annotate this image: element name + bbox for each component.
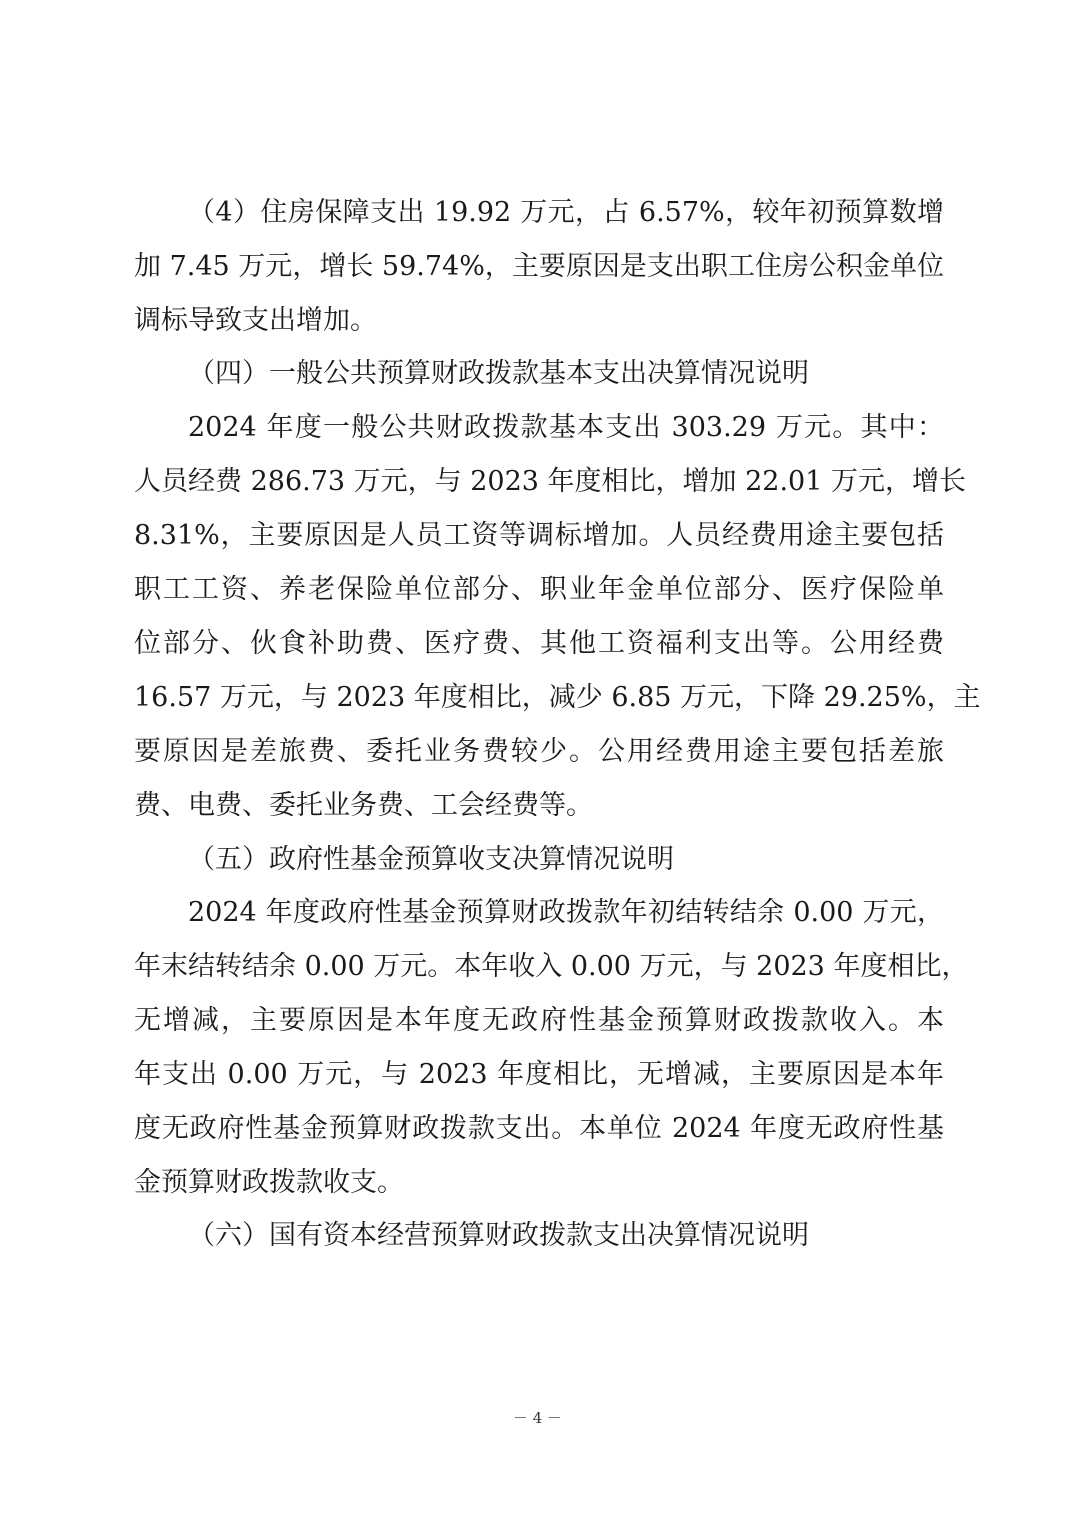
paragraph-line: 金预算财政拨款收支。 [134, 1167, 404, 1198]
paragraph-line: 加 7.45 万元，增长 59.74%，主要原因是支出职工住房公积金单位 [134, 251, 944, 282]
section-heading-4: （四）一般公共预算财政拨款基本支出决算情况说明 [188, 358, 809, 389]
paragraph-line: 无增减，主要原因是本年度无政府性基金预算财政拨款收入。本 [134, 1005, 944, 1036]
paragraph-line: 2024 年度一般公共财政拨款基本支出 303.29 万元。其中： [188, 412, 944, 443]
section-heading-5: （五）政府性基金预算收支决算情况说明 [188, 844, 674, 875]
paragraph-line: 8.31%，主要原因是人员工资等调标增加。人员经费用途主要包括 [134, 520, 944, 551]
paragraph-line: （4）住房保障支出 19.92 万元，占 6.57%，较年初预算数增 [188, 197, 944, 228]
paragraph-line: 16.57 万元，与 2023 年度相比，减少 6.85 万元，下降 29.25%，主 [134, 682, 981, 713]
paragraph-line: 人员经费 286.73 万元，与 2023 年度相比，增加 22.01 万元，增长 [134, 466, 966, 497]
paragraph-line: 费、电费、委托业务费、工会经费等。 [134, 790, 593, 821]
paragraph-line: 度无政府性基金预算财政拨款支出。本单位 2024 年度无政府性基 [134, 1113, 944, 1144]
section-heading-6: （六）国有资本经营预算财政拨款支出决算情况说明 [188, 1220, 809, 1251]
page-number: － 4 － [512, 1409, 563, 1427]
paragraph-line: 2024 年度政府性基金预算财政拨款年初结转结余 0.00 万元， [188, 897, 944, 928]
paragraph-line: 年末结转结余 0.00 万元。本年收入 0.00 万元，与 2023 年度相比， [134, 951, 969, 982]
paragraph-line: 职工工资、养老保险单位部分、职业年金单位部分、医疗保险单 [134, 574, 944, 605]
paragraph-line: 位部分、伙食补助费、医疗费、其他工资福利支出等。公用经费 [134, 628, 944, 659]
paragraph-line: 年支出 0.00 万元，与 2023 年度相比，无增减，主要原因是本年 [134, 1059, 944, 1090]
paragraph-line: 调标导致支出增加。 [134, 305, 377, 336]
paragraph-line: 要原因是差旅费、委托业务费较少。公用经费用途主要包括差旅 [134, 736, 944, 767]
